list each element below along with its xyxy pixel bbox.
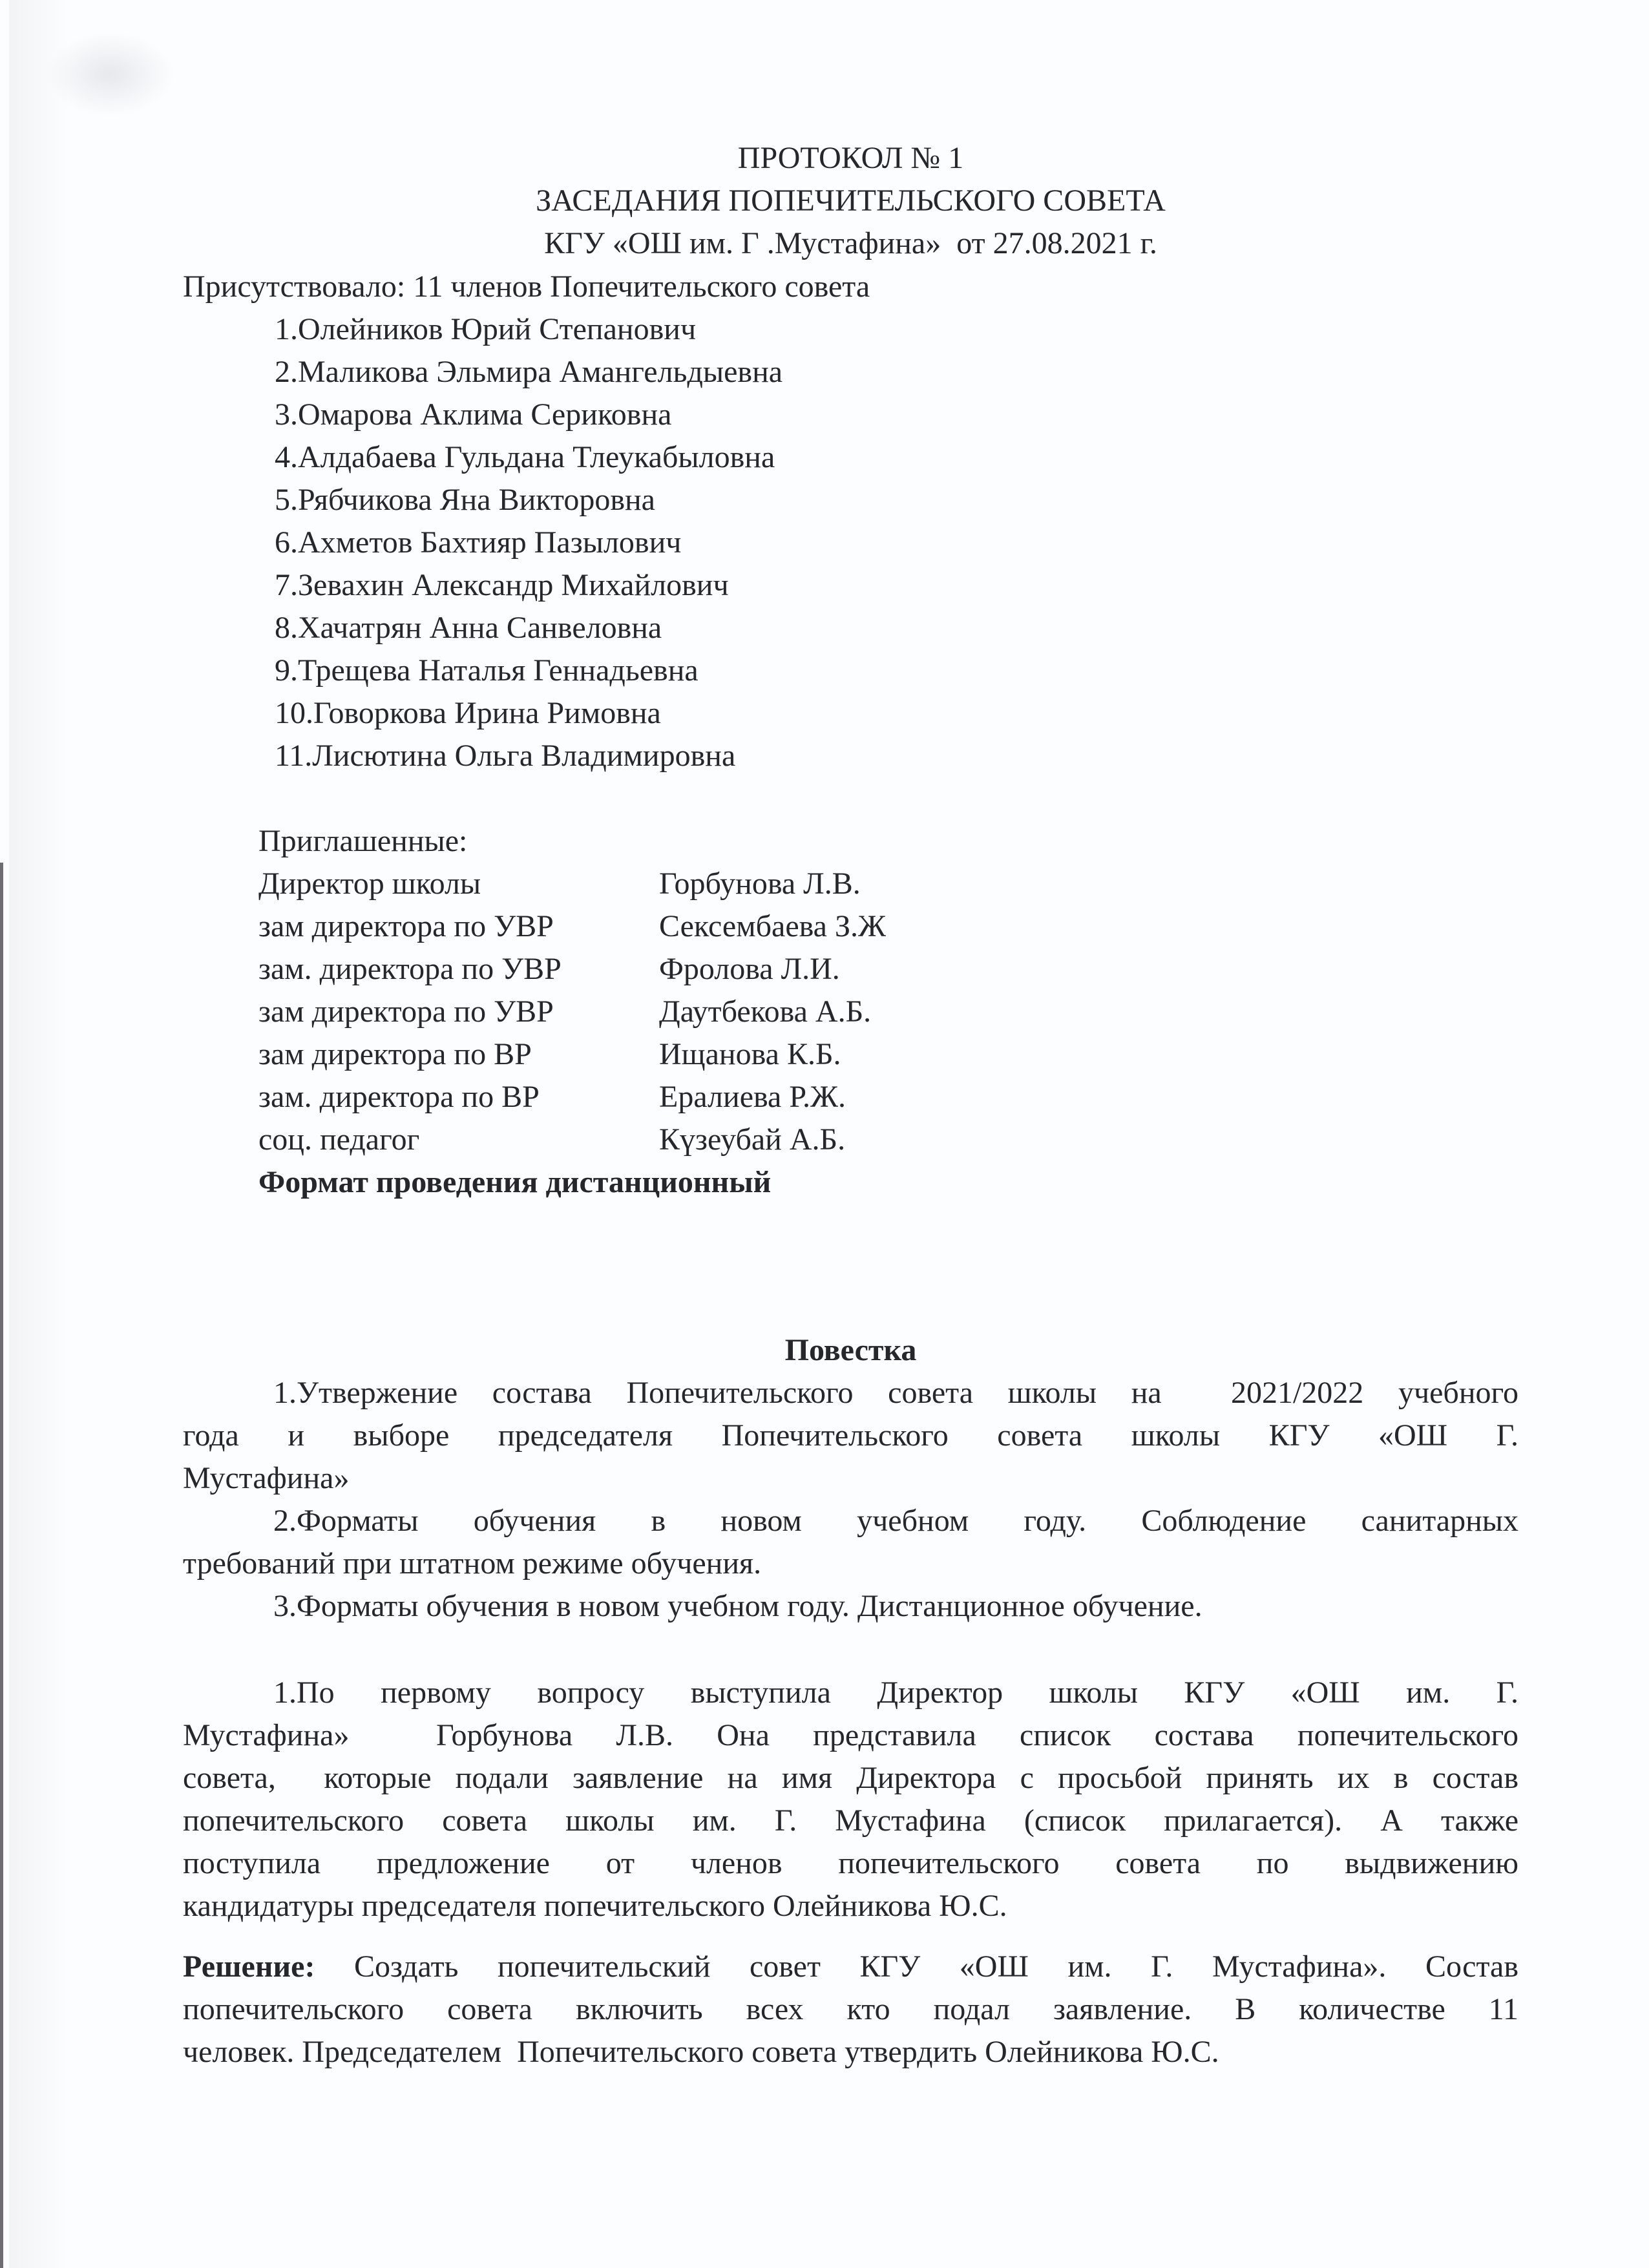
format-statement-text: Формат проведения дистанционный: [258, 1165, 772, 1199]
question-1-paragraph: [183, 1672, 1518, 1927]
member-item: 9.Трещева Наталья Геннадьевна: [275, 653, 698, 688]
decision-line: человек. Председателем Попечительского совета утвердить Олейникова Ю.С.: [183, 2035, 1219, 2069]
question-1-line: Мустафина» Горбунова Л.В. Она представила список состава попечительского: [183, 1718, 1518, 1752]
member-item: 6.Ахметов Бахтияр Пазылович: [275, 525, 682, 560]
decision-line: [183, 1946, 1518, 1988]
question-1-line: попечительского совета школы им. Г. Мустафина (список прилагается). А также: [183, 1803, 1518, 1838]
attendance-text: Присутствовало: 11 членов Попечительского совета: [183, 269, 870, 304]
agenda-item-1-line: года и выборе председателя Попечительского совета школы КГУ «ОШ Г.: [183, 1418, 1518, 1453]
invited-row: [258, 905, 1518, 948]
scan-corner-smudge-artifact: [45, 32, 174, 116]
member-item: 4.Алдабаева Гульдана Тлеукабыловна: [275, 440, 775, 474]
member-item: 5.Рябчикова Яна Викторовна: [275, 483, 655, 517]
scan-left-edge-artifact: [0, 863, 3, 2268]
decision-line: попечительского совета включить всех кто подал заявление. В количестве 11: [183, 1992, 1518, 2026]
invited-name: Ищанова К.Б.: [659, 1037, 841, 1071]
agenda-item-2-line: 2.Форматы обучения в новом учебном году. Соблюдение санитарных: [273, 1504, 1518, 1538]
invited-role: соц. педагог: [258, 1122, 420, 1157]
invited-heading-text: Приглашенные:: [258, 824, 468, 858]
invited-name: Ералиева Р.Ж.: [659, 1080, 846, 1114]
scan-left-shading-artifact: [9, 0, 68, 2268]
member-item: 10.Говоркова Ирина Римовна: [275, 696, 661, 730]
agenda-item-2-line: требований при штатном режиме обучения.: [183, 1546, 762, 1580]
decision-label: Решение:: [183, 1949, 315, 1984]
member-item: 8.Хачатрян Анна Санвеловна: [275, 611, 662, 645]
invited-role: Директор школы: [258, 866, 481, 901]
invited-role: зам директора по ВР: [258, 1037, 532, 1071]
invited-heading: [258, 820, 1486, 863]
document-title: [183, 137, 1518, 265]
member-item: 1.Олейников Юрий Степанович: [275, 312, 697, 346]
invited-role: зам директора по УВР: [258, 909, 554, 943]
invited-name: Горбунова Л.В.: [659, 866, 861, 901]
invited-name: Даутбекова А.Б.: [659, 994, 872, 1029]
decision-line-rest: Создать попечительский совет КГУ «ОШ им. Г. Мустафина». Состав: [315, 1949, 1518, 1984]
invited-row: [258, 948, 1518, 991]
invited-row: [258, 1076, 1518, 1118]
member-item: 11.Лисютина Ольга Владимировна: [275, 739, 736, 773]
agenda-item-1-line: 1.Утвержение состава Попечительского совета школы на 2021/2022 учебного: [273, 1376, 1518, 1410]
invited-row: [258, 863, 1518, 905]
agenda-item-3-line: 3.Форматы обучения в новом учебном году. Дистанционное обучение.: [273, 1589, 1203, 1623]
invited-name: Сексембаева З.Ж: [659, 909, 887, 943]
attendance-line: [183, 266, 1518, 308]
format-statement: [258, 1161, 1518, 1204]
member-item: 2.Маликова Эльмира Амангельдыевна: [275, 355, 783, 389]
invited-role: зам. директора по УВР: [258, 952, 562, 986]
invited-name: Күзеубай А.Б.: [659, 1122, 846, 1157]
agenda-list: [183, 1372, 1518, 1628]
invited-name: Фролова Л.И.: [659, 952, 840, 986]
invited-list: [258, 863, 1518, 1161]
agenda-heading: [183, 1329, 1518, 1372]
member-item: 7.Зевахин Александр Михайлович: [275, 568, 729, 602]
invited-row: [258, 991, 1518, 1033]
decision-paragraph: [183, 1946, 1518, 2074]
agenda-heading-text: Повестка: [784, 1333, 917, 1367]
question-1-line: поступила предложение от членов попечительского совета по выдвижению: [183, 1846, 1518, 1880]
title-line-3: КГУ «ОШ им. Г .Мустафина» от 27.08.2021 г.: [544, 226, 1157, 260]
member-item: 3.Омарова Аклима Сериковна: [275, 397, 672, 432]
members-list: [275, 308, 1502, 777]
invited-row: [258, 1118, 1518, 1161]
title-line-1: ПРОТОКОЛ № 1: [737, 141, 964, 175]
question-1-line: 1.По первому вопросу выступила Директор школы КГУ «ОШ им. Г.: [273, 1675, 1518, 1710]
title-line-2: ЗАСЕДАНИЯ ПОПЕЧИТЕЛЬСКОГО СОВЕТА: [536, 184, 1166, 218]
invited-role: зам директора по УВР: [258, 994, 554, 1029]
invited-role: зам. директора по ВР: [258, 1080, 540, 1114]
question-1-line: совета, которые подали заявление на имя Директора с просьбой принять их в состав: [183, 1761, 1518, 1795]
invited-row: [258, 1033, 1518, 1076]
question-1-line: кандидатуры председателя попечительского Олейникова Ю.С.: [183, 1889, 1007, 1923]
agenda-item-1-line: Мустафина»: [183, 1461, 350, 1495]
